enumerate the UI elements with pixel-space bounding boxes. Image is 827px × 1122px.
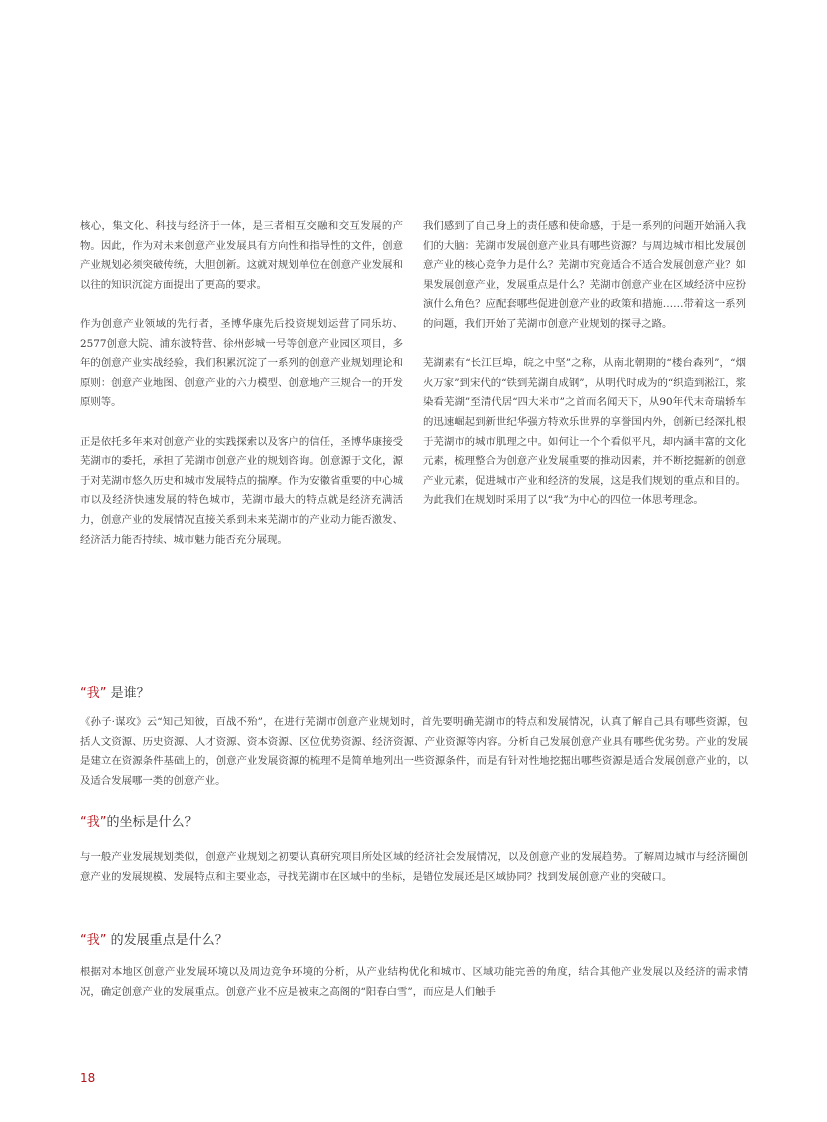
heading-text: 的发展重点是什么？: [106, 933, 228, 948]
section-heading-focus: [80, 929, 228, 948]
section-heading-coordinate: [80, 811, 198, 830]
right-paragraph-2: 芜湖素有“长江巨埠，皖之中坚”之称，从南北朝期的“楼台森列”，“烟火万家”到宋代的“铁到芜湖自成钢”，从明代时成为的“织造到淞江，浆染看芜湖”至清代居“四大米市”之首而名闻天下，从90年代末奇瑞轿车的迅速崛起到新世纪华强方特欢乐世界的享誉国内外，创新已经深扎根于芜湖市的城市肌理之中。如何让一个个看似平凡，却内涵丰富的文化元素，梳理整合为创意产业发展重要的推动因素，并不断挖掘新的创意产业元素，促进城市产业和经济的发展，这是我们规划的重点和目的。为此我们在规划时采用了以“我”为中心的四位一体思考理念。: [423, 357, 746, 507]
section-body-who: 《孙子·谋攻》云“知己知彼，百战不殆”，在进行芜湖市创意产业规划时，首先要明确芜湖市的特点和发展情况，认真了解自己具有哪些资源，包括人文资源、历史资源、人才资源、资本资源、区位优势资源、经济资源、产业资源等内容。分析自己发展创意产业具有哪些优劣势。产业的发展是建立在资源条件基础上的，创意产业发展资源的梳理不是简单地列出一些资源条件，而是有针对性地挖掘出哪些资源是适合发展创意产业的，以及适合发展哪一类的创意产业。: [80, 716, 748, 787]
section-body-focus: 根据对本地区创意产业发展环境以及周边竞争环境的分析，从产业结构优化和城市、区域功能完善的角度，结合其他产业发展以及经济的需求情况，确定创意产业的发展重点。创意产业不应是被束之高阁的“阳春白雪”，而应是人们触手: [80, 966, 748, 998]
left-paragraph-3: 正是依托多年来对创意产业的实践探索以及客户的信任，圣博华康接受芜湖市的委托，承担了芜湖市创意产业的规划咨询。创意源于文化，源于对芜湖市悠久历史和城市发展特点的揣摩。作为安徽省重要的中心城市以及经济快速发展的特色城市，芜湖市最大的特点就是经济充满活力，创意产业的发展情况直接关系到未来芜湖市的产业动力能否激发、经济活力能否持续、城市魅力能否充分展现。: [80, 435, 403, 546]
left-paragraph-1: 核心，集文化、科技与经济于一体，是三者相互交融和交互发展的产物。因此，作为对未来创意产业发展具有方向性和指导性的文件，创意产业规划必须突破传统，大胆创新。这就对规划单位在创意产业发展和以往的知识沉淀方面提出了更高的要求。: [80, 220, 403, 291]
section-heading-who: [80, 682, 150, 701]
heading-quoted-word: “我”: [80, 933, 107, 948]
right-paragraph-1: 我们感到了自己身上的责任感和使命感，于是一系列的问题开始涌入我们的大脑：芜湖市发展创意产业具有哪些资源？与周边城市相比发展创意产业的核心竞争力是什么？芜湖市究竟适合不适合发展创意产业？如果发展创意产业，发展重点是什么？芜湖市创意产业在区域经济中应扮演什么角色？应配套哪些促进创意产业的政策和措施……带着这一系列的问题，我们开始了芜湖市创意产业规划的探寻之路。: [423, 220, 746, 330]
right-column: [423, 217, 746, 531]
section-body-coordinate: 与一般产业发展规划类似，创意产业规划之初要认真研究项目所处区域的经济社会发展情况，以及创意产业的发展趋势。了解周边城市与经济圈创意产业的发展规模、发展特点和主要业态，寻找芜湖市在区域中的坐标，是错位发展还是区域协同？找到发展创意产业的突破口。: [80, 851, 748, 883]
left-paragraph-2: 作为创意产业领域的先行者，圣博华康先后投资规划运营了同乐坊、2577创意大院、浦东波特营、徐州彭城一号等创意产业园区项目，多年的创意产业实战经验，我们积累沉淀了一系列的创意产业规划理论和原则：创意产业地图、创意产业的六力模型、创意地产三规合一的开发原则等。: [80, 317, 403, 409]
left-column: [80, 217, 403, 570]
heading-text: 的坐标是什么？: [106, 815, 198, 830]
heading-quoted-word: “我”: [80, 686, 107, 701]
heading-text: 是谁？: [106, 686, 150, 701]
heading-quoted-word: “我”: [80, 815, 107, 830]
page-number: 18: [80, 1071, 96, 1085]
